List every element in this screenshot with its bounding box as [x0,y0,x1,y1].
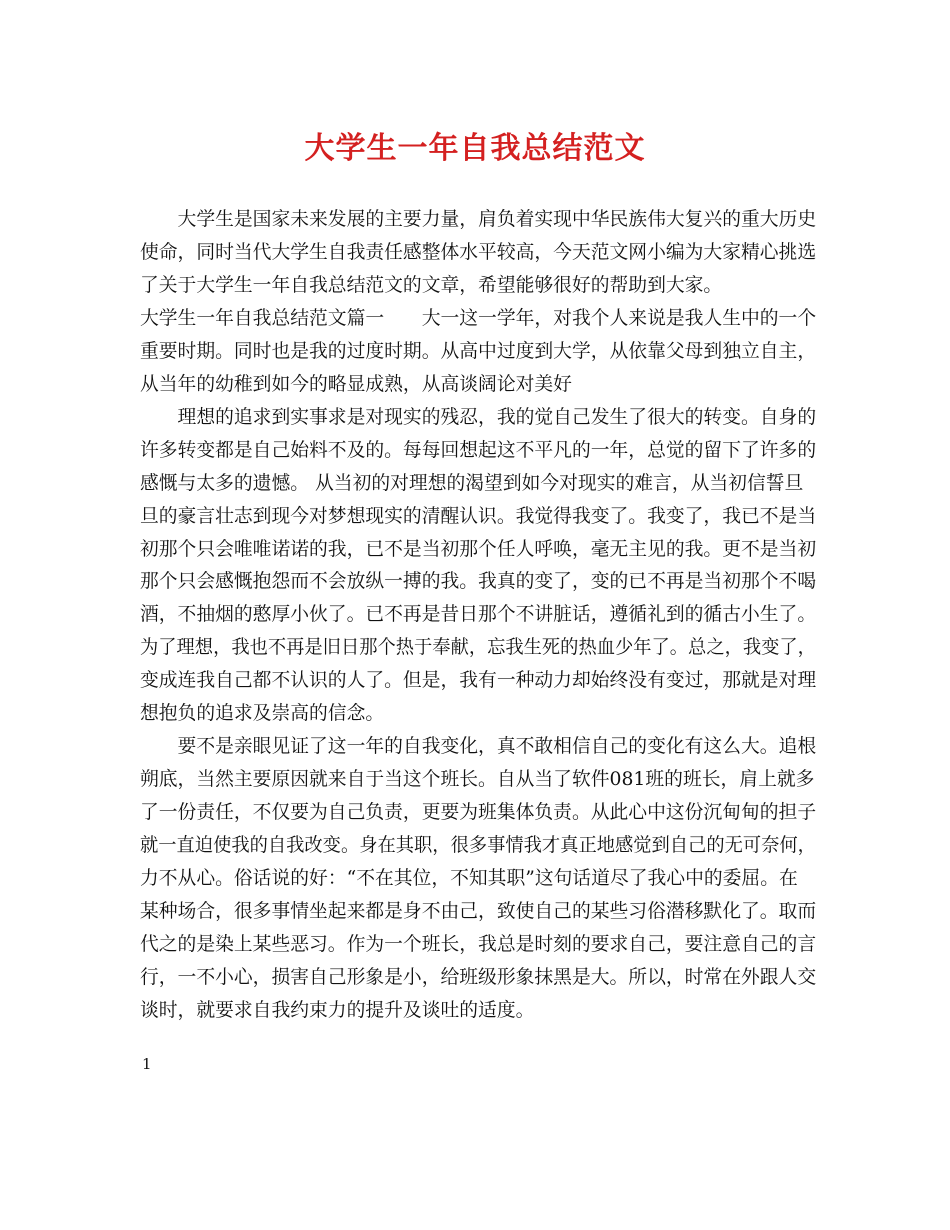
body-text-line: 旦的豪言壮志到现今对梦想现实的清醒认识。我觉得我变了。我变了，我已不是当 [140,506,817,527]
body-text-line: 某种场合，很多事情坐起来都是身不由己，致使自己的某些习俗潜移默化了。取而 [140,901,817,922]
body-text-line: 初那个只会唯唯诺诺的我，已不是当初那个任人呼唤，毫无主见的我。更不是当初 [140,539,817,560]
body-text-line: 大学生一年自我总结范文篇一 大一这一学年，对我个人来说是我人生中的一个 [140,308,817,329]
body-text-line: 酒，不抽烟的憨厚小伙了。已不再是昔日那个不讲脏话，遵循礼到的循古小生了。 [140,604,817,625]
body-text-line: 朔底，当然主要原因就来自于当这个班长。自从当了软件081班的班长，肩上就多 [140,769,815,790]
body-text-line: 理想的追求到实事求是对现实的残忍，我的觉自己发生了很大的转变。自身的 [140,407,817,428]
page-number: 1 [142,1055,152,1073]
body-text-line: 代之的是染上某些恶习。作为一个班长，我总是时刻的要求自己，要注意自己的言 [140,934,817,955]
body-text-line: 为了理想，我也不再是旧日那个热于奉献，忘我生死的热血少年了。总之，我变了， [140,637,816,658]
body-text-line: 行，一不小心，损害自己形象是小，给班级形象抹黑是大。所以，时常在外跟人交 [140,967,817,988]
body-text-line: 重要时期。同时也是我的过度时期。从高中过度到大学，从依靠父母到独立自主， [140,341,817,362]
body-text-line: 感慨与太多的遗憾。 从当初的对理想的渴望到如今对现实的难言，从当初信誓旦 [140,473,804,494]
body-text-line: 变成连我自己都不认识的人了。但是，我有一种动力却始终没有变过，那就是对理 [140,670,817,691]
body-text-line: 许多转变都是自己始料不及的。每每回想起这不平凡的一年，总觉的留下了许多的 [140,440,817,461]
body-text-line: 从当年的幼稚到如今的略显成熟，从高谈阔论对美好 [140,374,572,395]
body-text-line: 谈时，就要求自我约束力的提升及谈吐的适度。 [140,1000,535,1021]
body-text-line: 力不从心。俗话说的好：“不在其位，不知其职”这句话道尽了我心中的委屈。在 [140,868,798,889]
body-text-line: 使命，同时当代大学生自我责任感整体水平较高，今天范文网小编为大家精心挑选 [140,242,817,263]
body-text-line: 了关于大学生一年自我总结范文的文章，希望能够很好的帮助到大家。 [140,275,723,296]
body-text-line: 想抱负的追求及崇高的信念。 [140,703,385,724]
body-text-line: 那个只会感慨抱怨而不会放纵一搏的我。我真的变了，变的已不再是当初那个不喝 [140,571,817,592]
body-text-line: 大学生是国家未来发展的主要力量，肩负着实现中华民族伟大复兴的重大历史 [140,209,817,230]
document-title: 大学生一年自我总结范文 [304,131,646,166]
body-text-line: 要不是亲眼见证了这一年的自我变化，真不敢相信自己的变化有这么大。追根 [140,736,817,757]
body-text-line: 就一直迫使我的自我改变。身在其职，很多事情我才真正地感觉到自己的无可奈何， [140,835,816,856]
body-text-line: 了一份责任，不仅要为自己负责，更要为班集体负责。从此心中这份沉甸甸的担子 [140,802,817,823]
